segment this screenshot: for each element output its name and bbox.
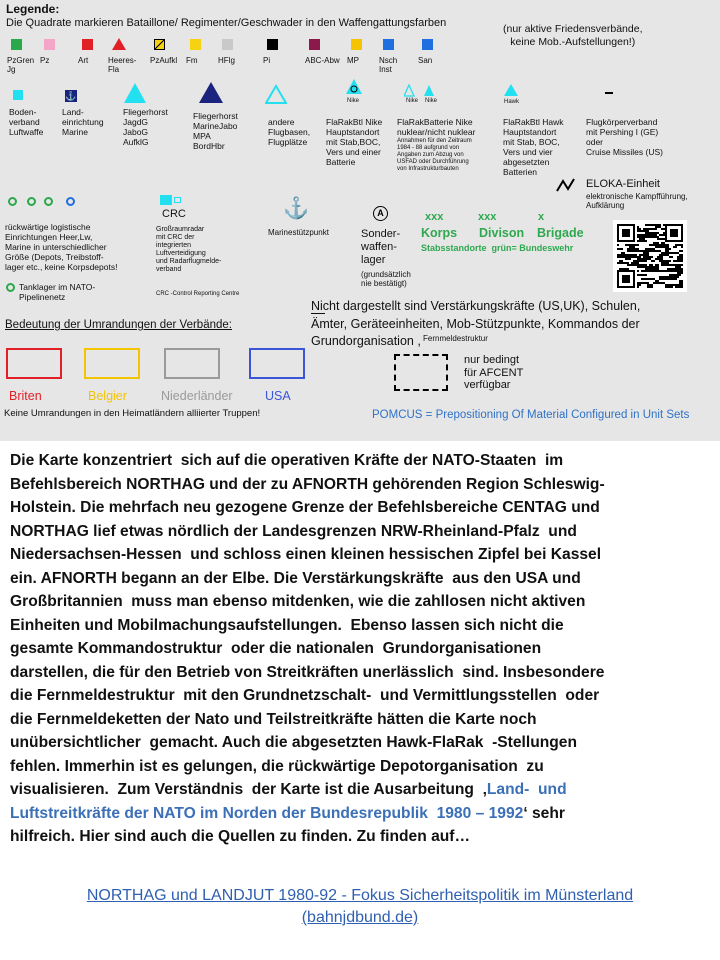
- cyan-square-icon: [13, 90, 23, 100]
- color-label-6: HFlg: [218, 56, 235, 65]
- sonderwaffen-note: (grundsätzlich nie bestätigt): [361, 270, 411, 288]
- cyan-triangle-icon: [124, 83, 146, 103]
- crc-small: CRC -Control Reporting Centre: [156, 291, 240, 297]
- label-hawk: FlaRakBtl Hawk Hauptstandort mit Stab, BOC, Vers und vier abgesetzten Batterien: [503, 117, 564, 177]
- qr-code[interactable]: [613, 220, 687, 292]
- border-label-3: USA: [265, 389, 291, 403]
- pomcus-note: POMCUS = Prepositioning Of Material Configured in Unit Sets: [372, 409, 690, 421]
- label-bodenverband: Boden- verband Luftwaffe: [9, 107, 44, 137]
- bahnjdbund-link[interactable]: (bahnjdbund.de): [301, 909, 419, 926]
- crc-icon: [160, 195, 172, 205]
- label-fliegerhorst-jagdg: Fliegerhorst JagdG JaboG AufklG: [123, 107, 168, 147]
- korps-mark: xxx: [425, 211, 444, 223]
- brigade-label: Brigade: [537, 226, 584, 240]
- color-swatch-8: [309, 39, 320, 50]
- nike-battery-label-2: Nike: [425, 98, 438, 104]
- color-swatch-5: [190, 39, 201, 50]
- tanklager-icon: [6, 283, 15, 292]
- color-label-9: MP: [347, 56, 359, 65]
- nike-hq-icon: [345, 78, 363, 98]
- label-logistics: rückwärtige logistische Einrichtungen Heer,Lw, Marine in unterschiedlicher Größe (Depots, Treibstoff- lager etc., keine Korpsdepots!: [5, 222, 118, 272]
- hawk-icon: [504, 84, 518, 96]
- color-label-10: Nsch Inst: [379, 56, 398, 74]
- border-box-3: [249, 348, 305, 379]
- label-nike-battery-note: Annahmen für den Zeitraum 1984 - 88 aufgrund von Angaben zum Abzug von USFAD oder Durchführung von Infrastrukturbauten: [397, 138, 472, 172]
- division-label: Divison: [479, 226, 525, 240]
- color-swatch-1: [44, 39, 55, 50]
- outline-triangle-icon: [265, 84, 287, 104]
- legend-heading: Legende:: [6, 2, 60, 16]
- border-box-0: [6, 348, 62, 379]
- border-box-2: [164, 348, 220, 379]
- label-flugbasen: andere Flugbasen, Flugplätze: [268, 117, 311, 147]
- logistics-circle-0: [8, 197, 17, 206]
- label-landeinrichtung: Land- einrichtung Marine: [62, 107, 104, 137]
- eloka-icon: [556, 178, 576, 192]
- color-label-11: San: [418, 56, 433, 65]
- label-tanklager: Tanklager im NATO- Pipelinenetz: [19, 282, 96, 302]
- korps-label: Korps: [421, 226, 458, 240]
- color-swatch-2: [82, 39, 93, 50]
- color-swatch-7: [267, 39, 278, 50]
- logistics-circle-1: [27, 197, 36, 206]
- color-label-5: Fm: [186, 56, 198, 65]
- color-swatch-11: [422, 39, 433, 50]
- label-flugkoerper: Flugkörperverband mit Pershing I (GE) oder Cruise Missiles (US): [586, 117, 663, 157]
- color-swatch-6: [222, 39, 233, 50]
- color-label-0: PzGren Jg: [7, 56, 35, 74]
- article-body: Die Karte konzentriert sich auf die operativen Kräfte der NATO-Staaten im Befehlsbereich NORTHAG und der zu AFNORTH gehörenden Region Schleswig- Holstein. Die mehrfach neu gezogene Grenze der Befehlsbereiche CENTAG und NORTHAG lief etwas nördlich der Landesgrenzen NRW-Rheinland-Pfalz und Niedersachsen-Hessen und schloss einen kleinen hessischen Zipfel bei Kassel ein. AFNORTH begann an der Elbe. Die Verstärkungskräfte aus den USA und Großbritannien muss man ebenso mitdenken, wie die zahllosen nicht aktiven Einheiten und Mobilmachungsaufstellungen. Ebenso lassen sich nicht die gesamte Kommandostruktur oder die nationalen Grundorganisationen darstellen, die für den Betrieb von Streitkräften unerlässlich sind. Insbesondere die Fernmeldestruktur mit den Grundnetzschalt- und Vermittlungsstellen oder die Fernmeldeketten der Nato und Teilstreitkräfte hätten die Karte noch unübersichtlicher gemacht. Auch die abgesetzten Hawk-FlaRak -Stellungen fehlen. Immerhin ist es gelungen, die rückwärtige Depotorganisation zu visualisieren. Zum Verständnis der Karte ist die Ausarbeitung ‚: [10, 452, 605, 798]
- hawk-label: Hawk: [504, 99, 520, 105]
- border-label-1: Belgier: [88, 389, 127, 403]
- label-nike-hq: FlaRakBtl Nike Hauptstandort mit Stab,BOC, Vers und einer Batterie: [326, 117, 383, 167]
- korps-note: Stabsstandorte grün= Bundeswehr: [421, 243, 574, 253]
- color-label-2: Art: [78, 56, 89, 65]
- logistics-circle-2: [44, 197, 53, 206]
- northag-link[interactable]: NORTHAG und LANDJUT 1980-92 - Fokus Sicherheitspolitik im Münsterland: [86, 887, 634, 904]
- label-nike-battery: FlaRakBatterie Nike nuklear/nicht nuklear: [397, 117, 476, 137]
- color-label-7: Pi: [263, 56, 271, 65]
- color-swatch-9: [351, 39, 362, 50]
- color-label-3: Heeres- Fla: [108, 56, 137, 74]
- color-label-1: Pz: [40, 56, 50, 65]
- afcent-label: nur bedingt für AFCENT verfügbar: [464, 354, 524, 391]
- nicht-underline: [311, 313, 325, 314]
- division-mark: xxx: [478, 211, 497, 223]
- logistics-circle-3: [66, 197, 75, 206]
- missile-dash-icon: [605, 92, 613, 94]
- border-heading: Bedeutung der Umrandungen der Verbände:: [5, 319, 232, 331]
- fernmelde-label: Fernmeldestruktur: [423, 334, 488, 343]
- label-fliegerhorst-marine: Fliegerhorst MarineJabo MPA BordHbr: [193, 111, 238, 151]
- legend-subheading: Die Quadrate markieren Bataillone/ Regimenter/Geschwader in den Waffengattungsfarben: [6, 17, 447, 29]
- brigade-mark: x: [538, 211, 545, 223]
- legend-panel: [0, 0, 720, 441]
- crc-title: CRC: [162, 208, 186, 220]
- label-marine: Marinestützpunkt: [268, 228, 329, 237]
- nike-battery-label-1: Nike: [406, 98, 419, 104]
- not-shown-text: Nicht dargestellt sind Verstärkungskräfte (US,UK), Schulen, Ämter, Geräteeinheiten, Mob-Stützpunkte, Kommandos der Grundorganisation ,: [311, 299, 641, 348]
- label-sonderwaffen: Sonder- waffen- lager: [361, 228, 401, 266]
- nike-label: Nike: [347, 98, 360, 104]
- footer-links: [0, 885, 720, 929]
- eloka-title: ELOKA-Einheit: [586, 178, 660, 190]
- anchor-square-icon: ⚓: [65, 91, 77, 101]
- source-link[interactable]: Land- und Luftstreitkräfte der NATO im Norden der Bundesrepublik 1980 – 1992: [10, 781, 567, 822]
- border-box-1: [84, 348, 140, 379]
- nike-battery-icons: [404, 84, 440, 98]
- sonderwaffen-icon: A: [373, 206, 388, 221]
- color-swatch-4: [154, 39, 165, 50]
- navy-triangle-icon: [199, 82, 223, 103]
- border-note: Keine Umrandungen in den Heimatländern alliierter Truppen!: [4, 408, 261, 419]
- border-label-2: Niederländer: [161, 389, 233, 403]
- color-label-8: ABC-Abw: [305, 56, 340, 65]
- color-swatch-3: [112, 38, 126, 50]
- eloka-desc: elektronische Kampfführung, Aufklärung: [586, 192, 688, 210]
- article-text: [10, 449, 714, 849]
- color-swatch-10: [383, 39, 394, 50]
- afcent-dashed-box: [394, 354, 448, 391]
- border-label-0: Briten: [9, 389, 42, 403]
- color-label-4: PzAufkl: [150, 56, 178, 65]
- legend-note: (nur aktive Friedensverbände, keine Mob.-Aufstellungen!): [503, 23, 643, 48]
- color-swatch-0: [11, 39, 22, 50]
- crc-desc: Großraumradar mit CRC der integrierten Luftverteidigung und Radarflugmelde- verband: [156, 226, 222, 273]
- crc-icon-small: [174, 197, 181, 203]
- article-tail: ‘ sehr hilfreich. Hier sind auch die Quellen zu finden. Zu finden auf…: [10, 804, 565, 845]
- marine-anchor-icon: ⚓: [283, 197, 310, 220]
